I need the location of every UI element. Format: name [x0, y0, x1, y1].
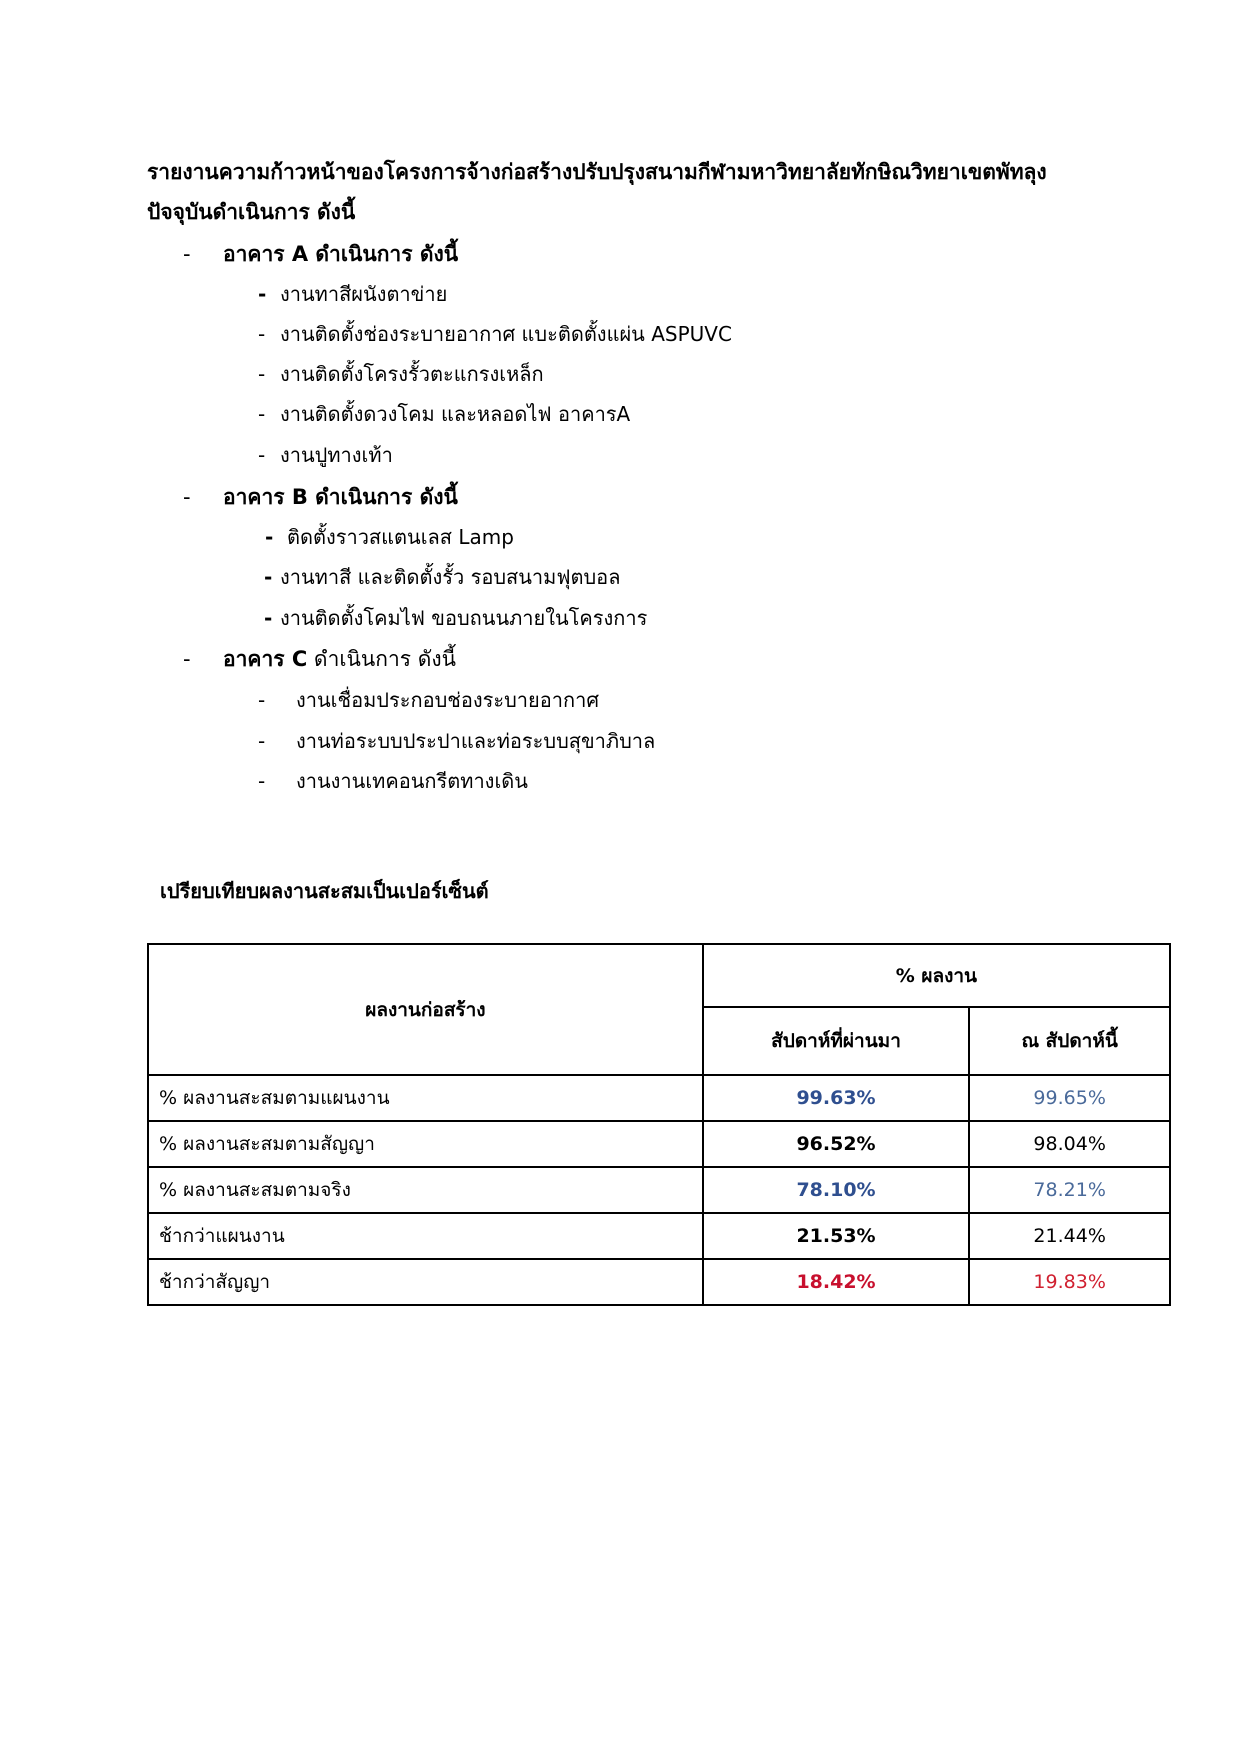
header-percent: % ผลงาน	[703, 944, 1170, 1007]
list-item-text: งานติดตั้งดวงโคม และหลอดไฟ อาคารA	[280, 402, 631, 426]
list-item-text: งานเชื่อมประกอบช่องระบายอากาศ	[296, 688, 600, 712]
value-this-week: 98.04%	[969, 1121, 1170, 1167]
table-row	[148, 1259, 1170, 1305]
list-item: - งานเชื่อมประกอบช่องระบายอากาศ	[258, 688, 600, 712]
section-c-title-rest: ดำเนินการ ดังนี้	[307, 647, 456, 671]
list-item: - งานติดตั้งดวงโคม และหลอดไฟ อาคารA	[258, 402, 631, 426]
table-row	[148, 1121, 1170, 1167]
value-this-week: 19.83%	[969, 1259, 1170, 1305]
list-item-text: งานปูทางเท้า	[280, 443, 393, 467]
value-last-week: 96.52%	[703, 1121, 970, 1167]
section-a-dash: -	[183, 242, 191, 266]
list-item-text: งานติดตั้งช่องระบายอากาศ แบะติดตั้งแผ่น ASPUVC	[280, 322, 732, 346]
list-item-text: งานติดตั้งโคมไฟ ขอบถนนภายในโครงการ	[280, 606, 648, 630]
row-label: % ผลงานสะสมตามแผนงาน	[148, 1075, 703, 1121]
value-last-week: 99.63%	[703, 1075, 970, 1121]
header-this-week: ณ สัปดาห์นี้	[969, 1007, 1170, 1075]
section-b-dash: -	[183, 485, 191, 509]
list-item: - งานติดตั้งโครงรั้วตะแกรงเหล็ก	[258, 362, 544, 386]
list-item-text: งานทาสี และติดตั้งรั้ว รอบสนามฟุตบอล	[280, 565, 621, 589]
value-this-week: 78.21%	[969, 1167, 1170, 1213]
table-row	[148, 1213, 1170, 1259]
report-title: รายงานความก้าวหน้าของโครงการจ้างก่อสร้างปรับปรุงสนามกีฬามหาวิทยาลัยทักษิณวิทยาเขตพัทลุง	[147, 160, 1047, 184]
list-item: - งานท่อระบบประปาและท่อระบบสุขาภิบาล	[258, 729, 656, 753]
comparison-title: เปรียบเทียบผลงานสะสมเป็นเปอร์เซ็นต์	[160, 879, 489, 903]
value-last-week: 21.53%	[703, 1213, 970, 1259]
list-item: - งานติดตั้งช่องระบายอากาศ แบะติดตั้งแผ่น ASPUVC	[258, 322, 732, 346]
value-last-week: 78.10%	[703, 1167, 970, 1213]
list-item: - งานทาสี และติดตั้งรั้ว รอบสนามฟุตบอล	[264, 565, 621, 589]
section-c-dash: -	[183, 647, 191, 671]
header-work: ผลงานก่อสร้าง	[148, 944, 703, 1075]
row-label: % ผลงานสะสมตามจริง	[148, 1167, 703, 1213]
value-this-week: 21.44%	[969, 1213, 1170, 1259]
list-item-text: งานท่อระบบประปาและท่อระบบสุขาภิบาล	[296, 729, 656, 753]
list-item: - งานปูทางเท้า	[258, 443, 393, 467]
section-b-title: อาคาร B ดำเนินการ ดังนี้	[223, 485, 458, 509]
table-row	[148, 1167, 1170, 1213]
list-item: - งานทาสีผนังตาข่าย	[258, 282, 448, 306]
value-this-week: 99.65%	[969, 1075, 1170, 1121]
list-item-text: งานทาสีผนังตาข่าย	[280, 282, 448, 306]
section-c-heading	[183, 645, 456, 673]
list-item-text: ติดตั้งราวสแตนเลส Lamp	[287, 525, 514, 549]
report-subtitle: ปัจจุบันดำเนินการ ดังนี้	[147, 200, 356, 224]
list-item: - งานติดตั้งโคมไฟ ขอบถนนภายในโครงการ	[264, 606, 648, 630]
section-a-title: อาคาร A ดำเนินการ ดังนี้	[223, 242, 459, 266]
table-row	[148, 1075, 1170, 1121]
value-last-week: 18.42%	[703, 1259, 970, 1305]
list-item: - งานงานเทคอนกรีตทางเดิน	[258, 769, 528, 793]
list-item-text: งานติดตั้งโครงรั้วตะแกรงเหล็ก	[280, 362, 544, 386]
section-a-heading	[183, 240, 458, 268]
progress-table	[147, 943, 1171, 1306]
section-b-heading	[183, 483, 458, 511]
row-label: % ผลงานสะสมตามสัญญา	[148, 1121, 703, 1167]
row-label: ช้ากว่าสัญญา	[148, 1259, 703, 1305]
row-label: ช้ากว่าแผนงาน	[148, 1213, 703, 1259]
section-c-title: อาคาร C	[223, 647, 308, 671]
header-last-week: สัปดาห์ที่ผ่านมา	[703, 1007, 970, 1075]
list-item: - ติดตั้งราวสแตนเลส Lamp	[265, 525, 514, 549]
list-item-text: งานงานเทคอนกรีตทางเดิน	[296, 769, 528, 793]
